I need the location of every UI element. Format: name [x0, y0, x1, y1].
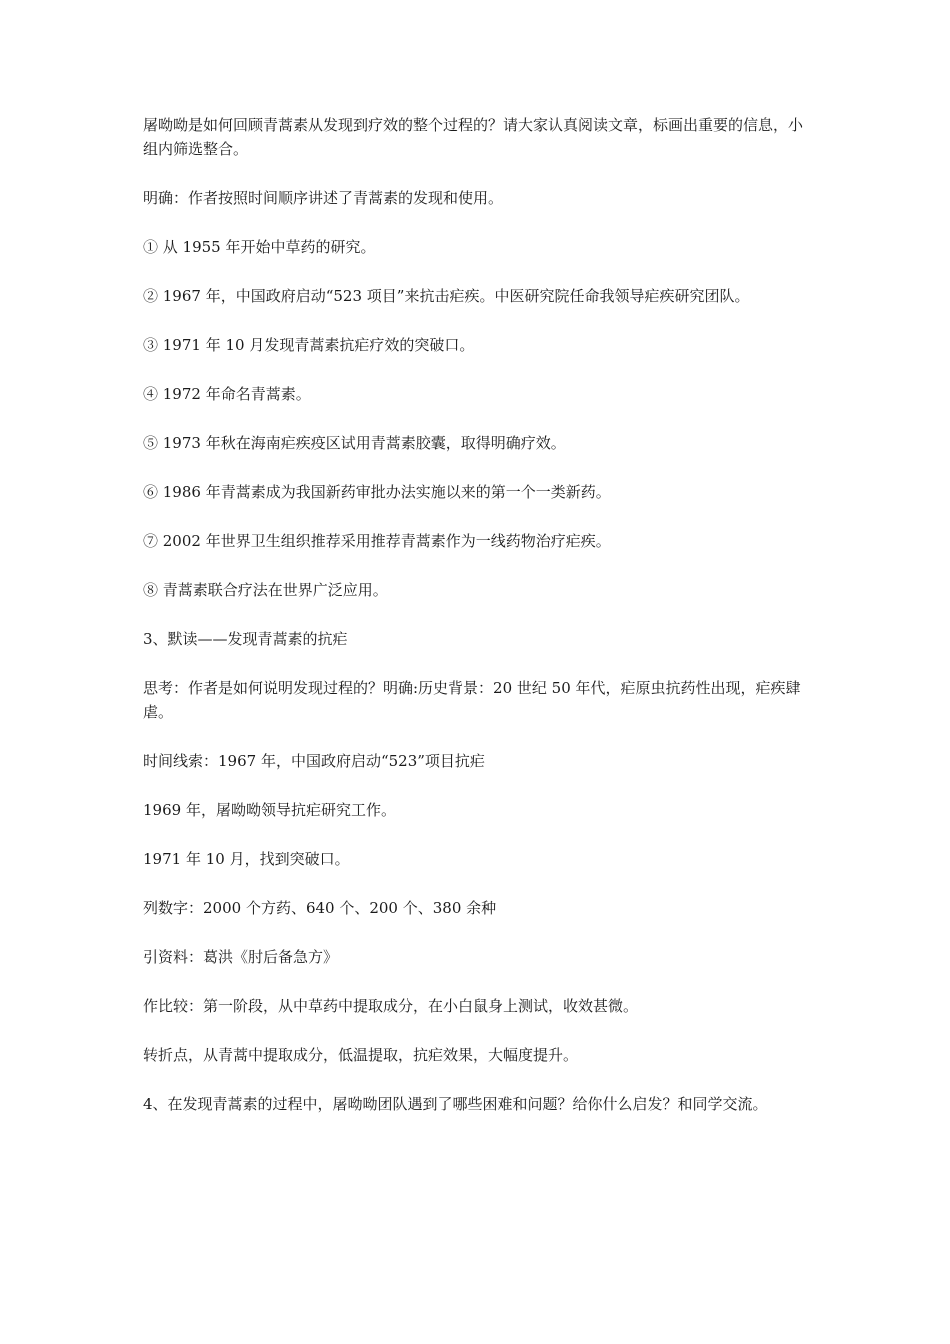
- timeline-item-3: ③ 1971 年 10 月发现青蒿素抗疟疗效的突破口。: [143, 336, 475, 354]
- timeline-item-1: ① 从 1955 年开始中草药的研究。: [143, 238, 376, 256]
- timeline-item-8: ⑧ 青蒿素联合疗法在世界广泛应用。: [143, 581, 388, 599]
- timeline-item-7: ⑦ 2002 年世界卫生组织推荐采用推荐青蒿素作为一线药物治疗疟疾。: [143, 532, 611, 550]
- timeline-item-4: ④ 1972 年命名青蒿素。: [143, 385, 311, 403]
- thinking-question: 思考：作者是如何说明发现过程的？明确:历史背景：20 世纪 50 年代，疟原虫抗药性出现，疟疾肆虐。: [143, 679, 801, 721]
- intro-question: 屠呦呦是如何回顾青蒿素从发现到疗效的整个过程的？请大家认真阅读文章，标画出重要的信息，小组内筛选整合。: [143, 116, 804, 158]
- time-clue: 时间线索：1967 年，中国政府启动“523”项目抗疟: [143, 752, 485, 770]
- comparison: 作比较：第一阶段，从中草药中提取成分，在小白鼠身上测试，收效甚微。: [143, 997, 639, 1015]
- timeline-item-6: ⑥ 1986 年青蒿素成为我国新药审批办法实施以来的第一个一类新药。: [143, 483, 611, 501]
- time-clue-1971: 1971 年 10 月，找到突破口。: [143, 850, 350, 868]
- list-numbers: 列数字：2000 个方药、640 个、200 个、380 余种: [143, 899, 497, 917]
- timeline-item-5: ⑤ 1973 年秋在海南疟疾疫区试用青蒿素胶囊，取得明确疗效。: [143, 434, 566, 452]
- timeline-item-2: ② 1967 年，中国政府启动“523 项目”来抗击疟疾。中医研究院任命我领导疟疾研究团队。: [143, 287, 750, 305]
- clarify-statement: 明确：作者按照时间顺序讲述了青蒿素的发现和使用。: [143, 189, 504, 207]
- time-clue-1969: 1969 年，屠呦呦领导抗疟研究工作。: [143, 801, 396, 819]
- document-page: [143, 113, 813, 1116]
- cite-source: 引资料：葛洪《肘后备急方》: [143, 948, 339, 966]
- turning-point: 转折点，从青蒿中提取成分，低温提取，抗疟效果，大幅度提升。: [143, 1046, 579, 1064]
- section-heading-3: 3、默读——发现青蒿素的抗疟: [143, 630, 348, 648]
- section-heading-4: 4、在发现青蒿素的过程中，屠呦呦团队遇到了哪些困难和问题？给你什么启发？和同学交流。: [143, 1095, 768, 1113]
